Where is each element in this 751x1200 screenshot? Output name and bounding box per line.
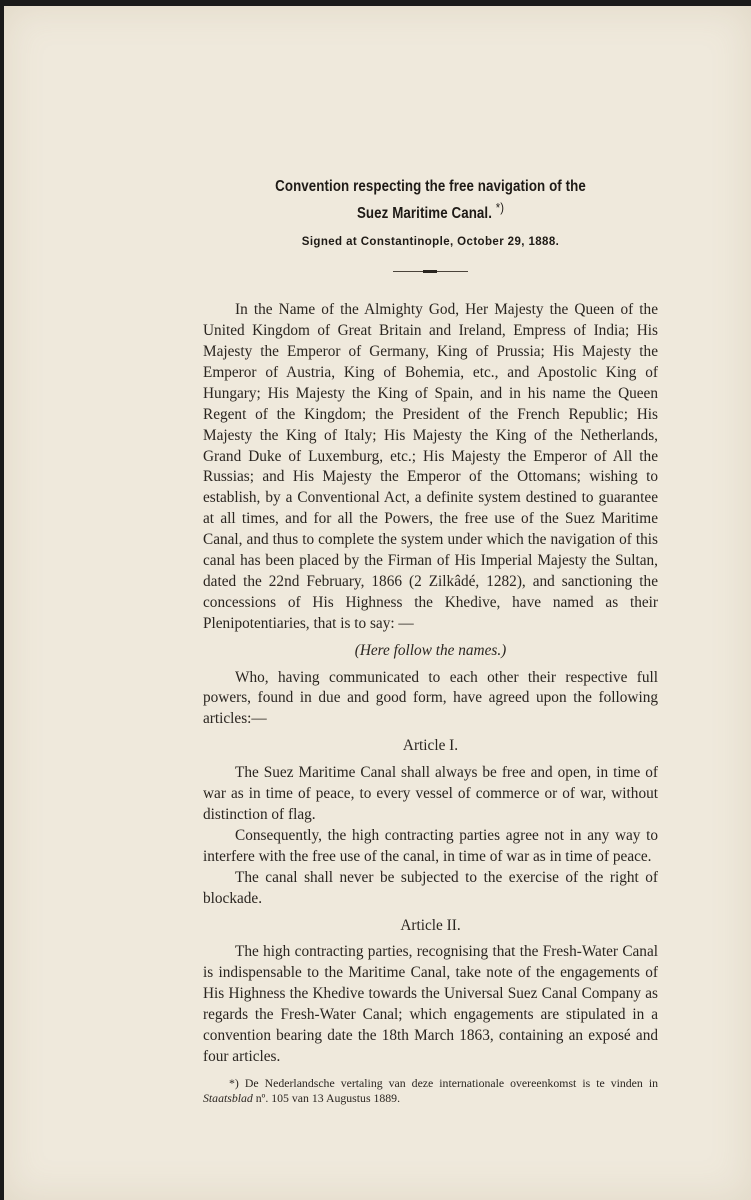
body-paragraph: The canal shall never be subjected to the exercise of the right of blockade. [203, 868, 658, 907]
preamble-paragraph: In the Name of the Almighty God, Her Majesty the Queen of the United Kingdom of Great Britain and Ireland, Empress of India; His Majesty the Emperor of Germany, King of Prussia; His Majesty the Emperor of Austria, King of Bohemia, etc., and Apostolic King of Hungary; His Majesty the King of Spain, and in his name the Queen Regent of the Kingdom; the President of the French Republic; His Majesty the King of Italy; His Majesty the King of the Netherlands, Grand Duke of Luxemburg, etc.; His Majesty the Emperor of All the Russias; and His Majesty the Emperor of the Ottomans; wishing to establish, by a Conventional Act, a definite system destined to guarantee at all times, and for all the Powers, the free use of the Suez Maritime Canal, and thus to complete the system under which the navigation of this canal has been placed by the Firman of His Imperial Majesty the Sultan, dated the 22nd February, 1866 (2 Zilkâdé, 1282), and sanctioning the concessions of His Highness the Khedive, have named as their Plenipotentiaries, that is to say: — [203, 301, 658, 632]
footnote-mark: *) [229, 1075, 239, 1090]
body-paragraph: The Suez Maritime Canal shall always be free and open, in time of war as in time of peace, to every vessel of commerce or of war, without distinction of flag. [203, 764, 658, 823]
title-line-1: Convention respecting the free navigation of the [275, 178, 586, 195]
body-paragraph: Who, having communicated to each other their respective full powers, found in due and good form, have agreed upon the following articles:— [203, 668, 658, 728]
footnote-text-after: nº. 105 van 13 Augustus 1889. [255, 1091, 401, 1106]
body-paragraph: The high contracting parties, recognising that the Fresh-Water Canal is indispensable to the Maritime Canal, take note of the engagements of His Highness the Khedive towards the Universal Suez Canal Company as regards the Fresh-Water Canal; which engagements are stipulated in a convention bearing date the 18th March 1863, containing an exposé and four articles. [203, 943, 658, 1065]
footnote-text-before: De Nederlandsche vertaling van deze internationale overeenkomst is te vinden in [244, 1075, 658, 1090]
plenipotentiaries-note: (Here follow the names.) [354, 641, 507, 659]
document-body [203, 300, 658, 1068]
article-heading: Article I. [402, 737, 459, 755]
title-line-2: Suez Maritime Canal. [356, 205, 493, 223]
article-heading: Article II. [400, 916, 461, 934]
document-page [4, 6, 751, 1200]
signing-date-line: Signed at Constantinople, October 29, 1888. [301, 236, 560, 249]
footnote-source: Staatsblad [203, 1091, 253, 1106]
title-footnote-mark: *) [495, 200, 505, 215]
document-title [235, 176, 626, 224]
body-paragraph: Consequently, the high contracting parties agree not in any way to interfere with the free use of the canal, in time of war as in time of peace. [203, 826, 658, 865]
page-content [203, 176, 658, 1107]
footnote [203, 1076, 658, 1107]
decorative-rule [393, 271, 468, 272]
